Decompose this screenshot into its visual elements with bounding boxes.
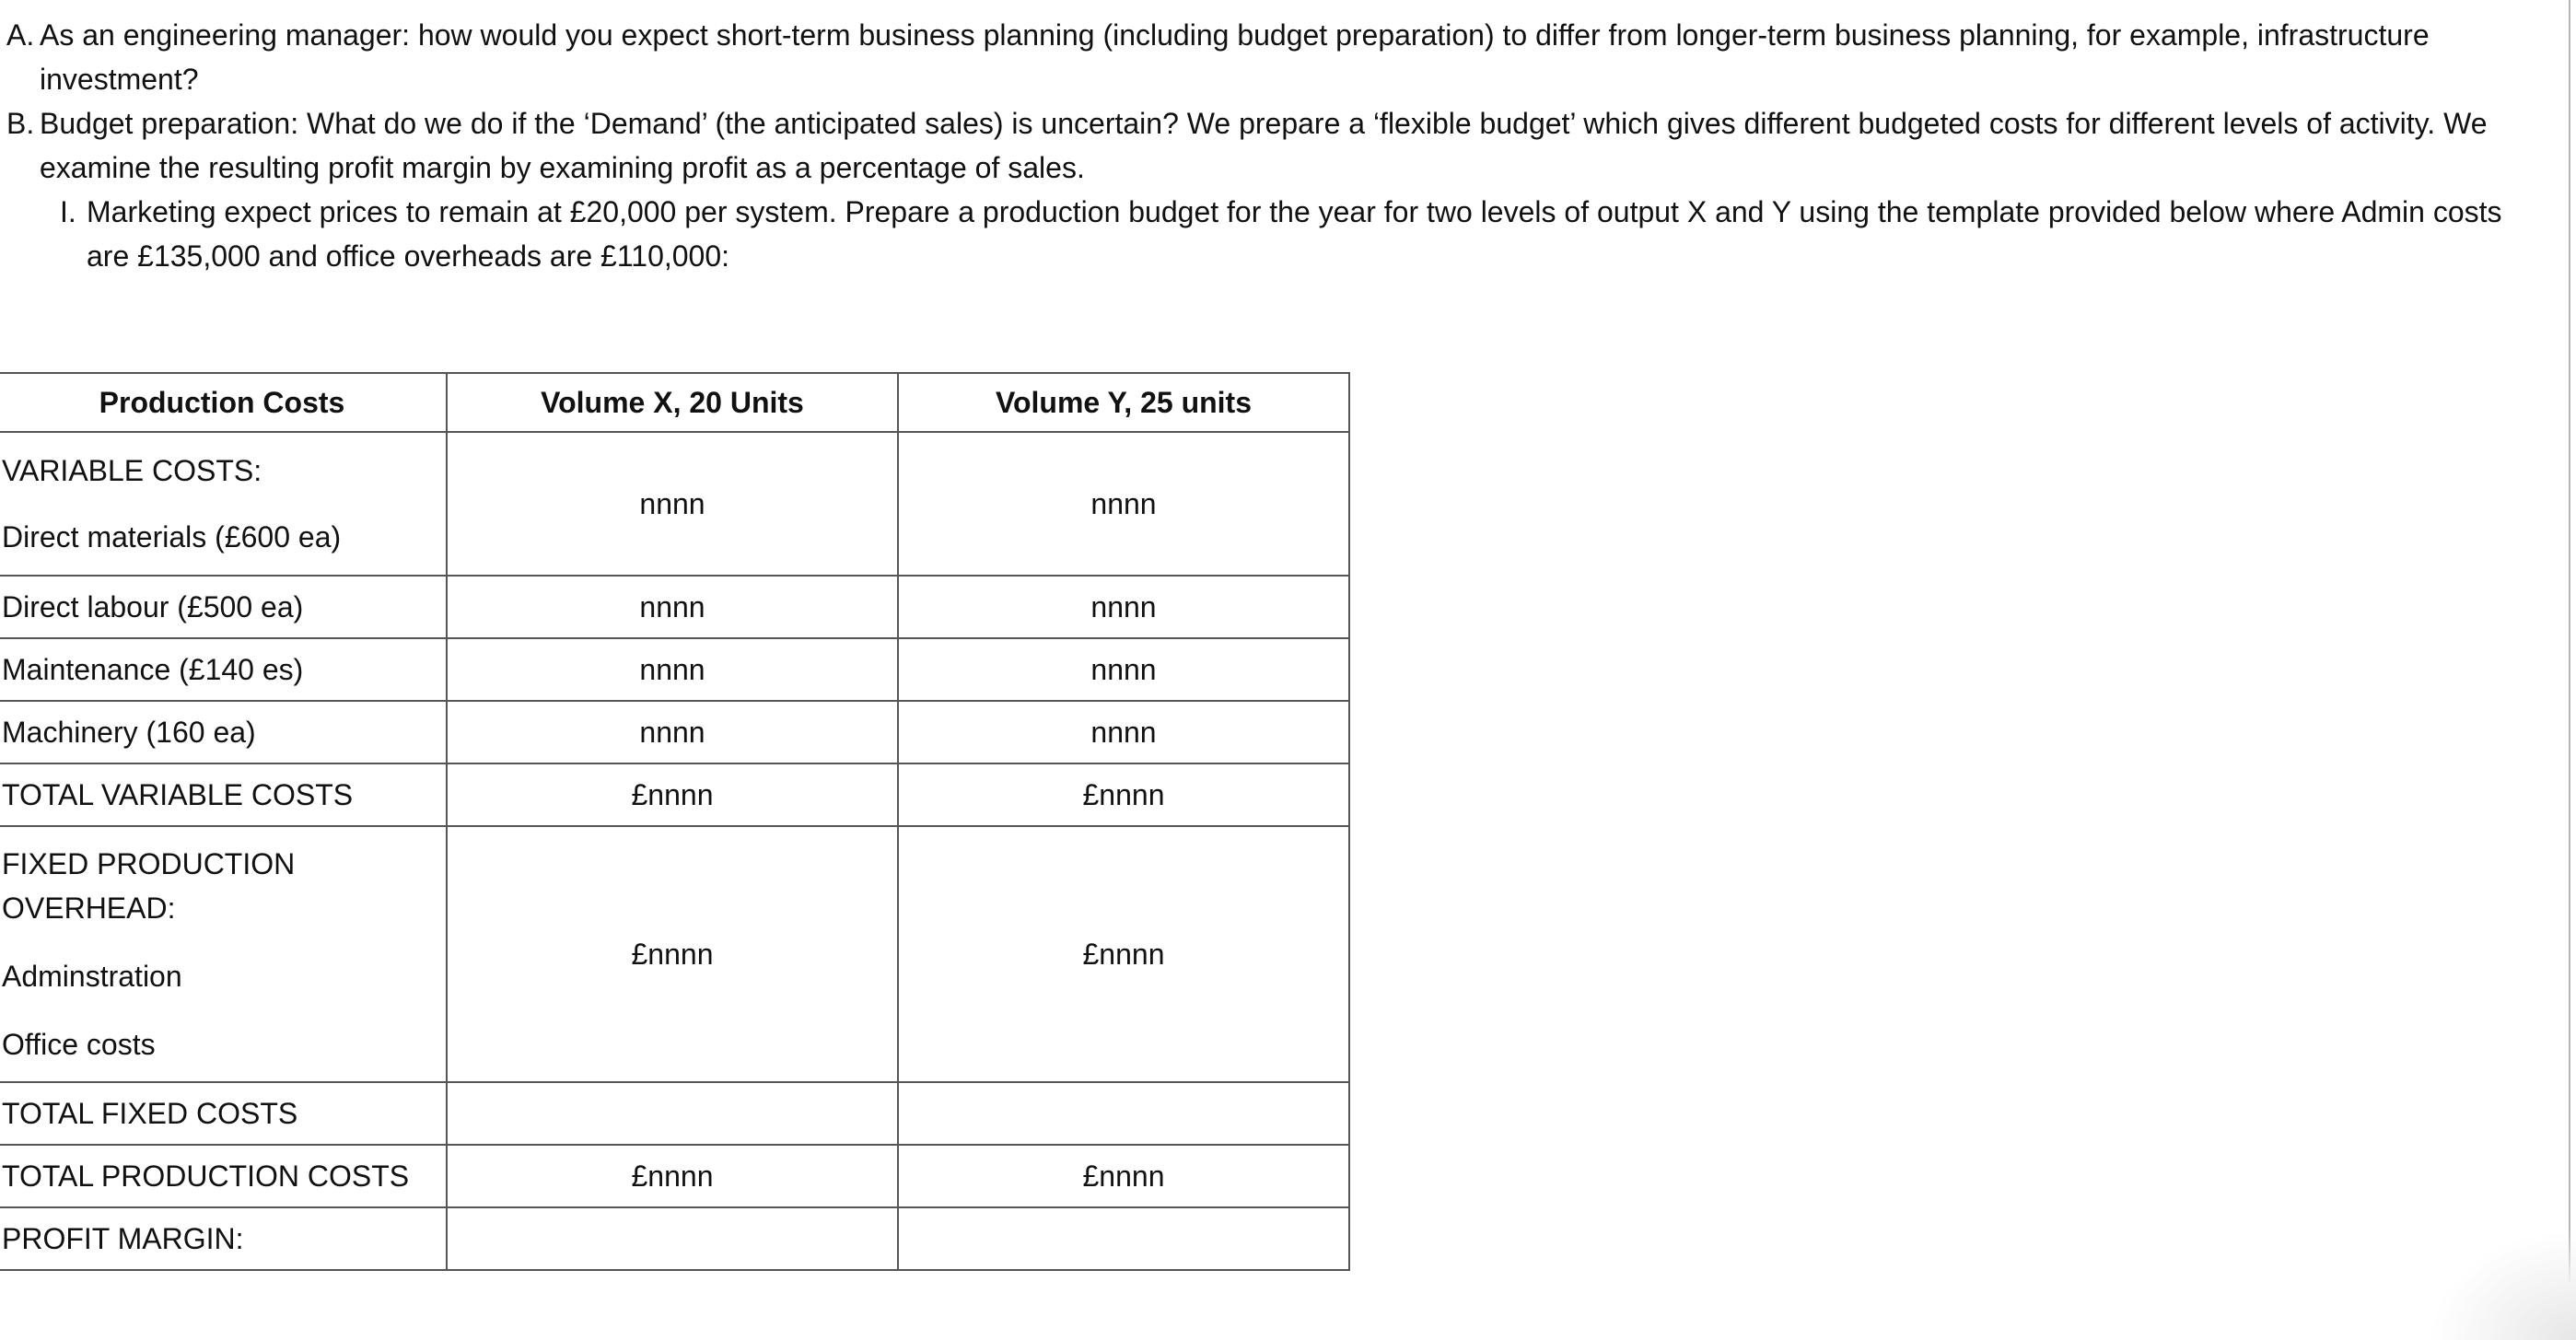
cell-maintenance-label: Maintenance (£140 es) — [0, 638, 447, 701]
question-b-i-marker: I. — [60, 195, 76, 228]
question-a-marker: A. — [6, 18, 35, 52]
question-b-text: Budget preparation: What do we do if the ‘Demand’ (the anticipated sales) is uncertain? We prepare a ‘flexible budget’ which gives different budgeted costs for different levels of activity. We examine the resulting profit margin by examining profit as a percentage of sales. — [40, 107, 2488, 184]
cell-direct-materials-y: nnnn — [898, 432, 1349, 576]
spacer — [2, 930, 446, 954]
table-row-direct-labour — [0, 576, 1349, 638]
question-b — [0, 101, 2542, 190]
cell-profit-margin-y — [898, 1207, 1349, 1270]
table-header-row — [0, 373, 1349, 432]
cell-total-production-x: £nnnn — [447, 1145, 898, 1207]
cell-fixed-overhead-label — [0, 826, 447, 1082]
corner-shadow — [2429, 1229, 2576, 1340]
cell-maintenance-y: nnnn — [898, 638, 1349, 701]
cell-direct-labour-x: nnnn — [447, 576, 898, 638]
table-row-fixed-overhead — [0, 826, 1349, 1082]
cell-variable-costs-label — [0, 432, 447, 576]
cell-total-production-label: TOTAL PRODUCTION COSTS — [0, 1145, 447, 1207]
table-row-maintenance — [0, 638, 1349, 701]
question-list — [0, 13, 2542, 278]
table-row-total-variable-costs — [0, 763, 1349, 826]
table-row-machinery — [0, 701, 1349, 763]
cell-machinery-y: nnnn — [898, 701, 1349, 763]
question-b-marker: B. — [6, 107, 35, 140]
table-row-total-production-costs — [0, 1145, 1349, 1207]
cell-total-variable-x: £nnnn — [447, 763, 898, 826]
cell-total-fixed-label: TOTAL FIXED COSTS — [0, 1082, 447, 1145]
administration-label: Adminstration — [2, 960, 182, 993]
header-volume-x: Volume X, 20 Units — [447, 373, 898, 432]
production-budget-table — [0, 372, 1350, 1271]
cell-profit-margin-label: PROFIT MARGIN: — [0, 1207, 447, 1270]
cell-machinery-x: nnnn — [447, 701, 898, 763]
header-volume-y: Volume Y, 25 units — [898, 373, 1349, 432]
cell-maintenance-x: nnnn — [447, 638, 898, 701]
header-production-costs: Production Costs — [0, 373, 447, 432]
fixed-overhead-heading: FIXED PRODUCTION OVERHEAD: — [2, 847, 296, 925]
cell-total-production-y: £nnnn — [898, 1145, 1349, 1207]
page-edge-divider — [2569, 0, 2570, 1340]
question-a — [0, 13, 2542, 101]
cell-total-fixed-x — [447, 1082, 898, 1145]
office-costs-label: Office costs — [2, 1028, 156, 1061]
cell-direct-labour-y: nnnn — [898, 576, 1349, 638]
spacer — [2, 493, 446, 515]
table-row-profit-margin — [0, 1207, 1349, 1270]
table-row-total-fixed-costs — [0, 1082, 1349, 1145]
question-b-i — [0, 190, 2542, 278]
table-row-variable-costs — [0, 432, 1349, 576]
cell-direct-labour-label: Direct labour (£500 ea) — [0, 576, 447, 638]
cell-fixed-overhead-y: £nnnn — [898, 826, 1349, 1082]
cell-machinery-label: Machinery (160 ea) — [0, 701, 447, 763]
direct-materials-label: Direct materials (£600 ea) — [2, 520, 342, 553]
cell-direct-materials-x: nnnn — [447, 432, 898, 576]
question-a-text: As an engineering manager: how would you expect short-term business planning (including budget preparation) to differ from longer-term business planning, for example, infrastructure investment? — [40, 18, 2430, 96]
cell-fixed-overhead-x: £nnnn — [447, 826, 898, 1082]
cell-total-fixed-y — [898, 1082, 1349, 1145]
variable-costs-heading: VARIABLE COSTS: — [2, 454, 262, 487]
cell-total-variable-y: £nnnn — [898, 763, 1349, 826]
cell-profit-margin-x — [447, 1207, 898, 1270]
cell-total-variable-label: TOTAL VARIABLE COSTS — [0, 763, 447, 826]
question-b-i-text: Marketing expect prices to remain at £20,000 per system. Prepare a production budget for the year for two levels of output X and Y using the template provided below where Admin costs are £135,000 and office overheads are £110,000: — [87, 195, 2502, 273]
spacer — [2, 998, 446, 1022]
